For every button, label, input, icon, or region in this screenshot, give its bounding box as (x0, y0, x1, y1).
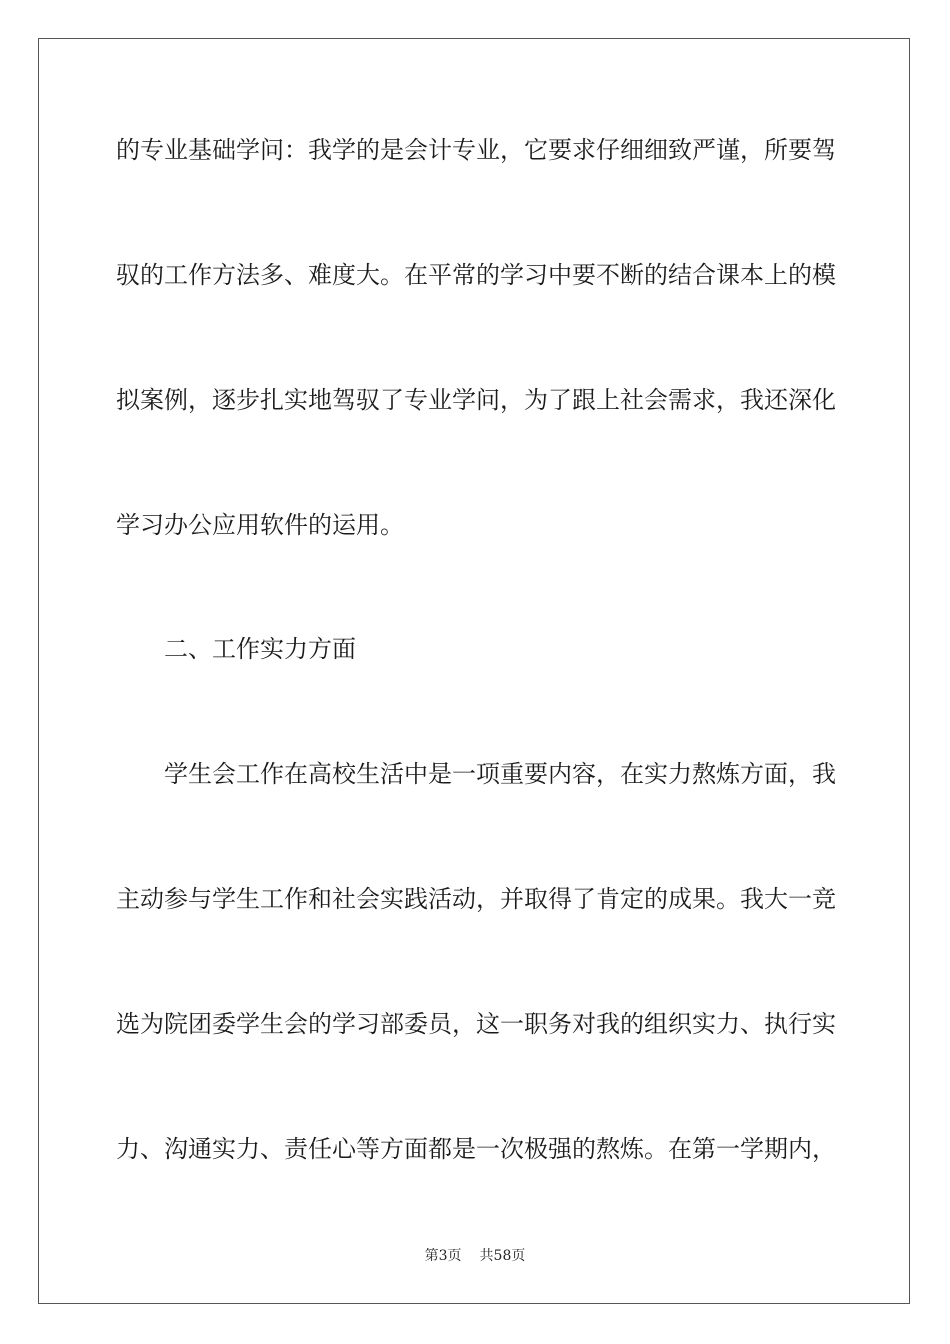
page-total: 共58页 (479, 1248, 526, 1264)
paragraph-line: 拟案例，逐步扎实地驾驭了专业学问，为了跟上社会需求，我还深化 (116, 386, 836, 414)
page-number: 第3页 (424, 1248, 462, 1264)
paragraph-line: 学生会工作在高校生活中是一项重要内容，在实力熬炼方面，我 (164, 760, 836, 788)
page-footer (0, 1247, 950, 1265)
page-frame (38, 38, 910, 1304)
paragraph-line: 驭的工作方法多、难度大。在平常的学习中要不断的结合课本上的模 (116, 261, 836, 289)
paragraph-line: 的专业基础学问：我学的是会计专业，它要求仔细细致严谨，所要驾 (116, 136, 836, 164)
paragraph-line: 力、沟通实力、责任心等方面都是一次极强的熬炼。在第一学期内， (116, 1135, 836, 1163)
paragraph-line: 学习办公应用软件的运用。 (116, 511, 404, 539)
paragraph-line: 选为院团委学生会的学习部委员，这一职务对我的组织实力、执行实 (116, 1010, 836, 1038)
paragraph-line: 主动参与学生工作和社会实践活动，并取得了肯定的成果。我大一竞 (116, 885, 836, 913)
section-heading: 二、工作实力方面 (164, 635, 356, 663)
